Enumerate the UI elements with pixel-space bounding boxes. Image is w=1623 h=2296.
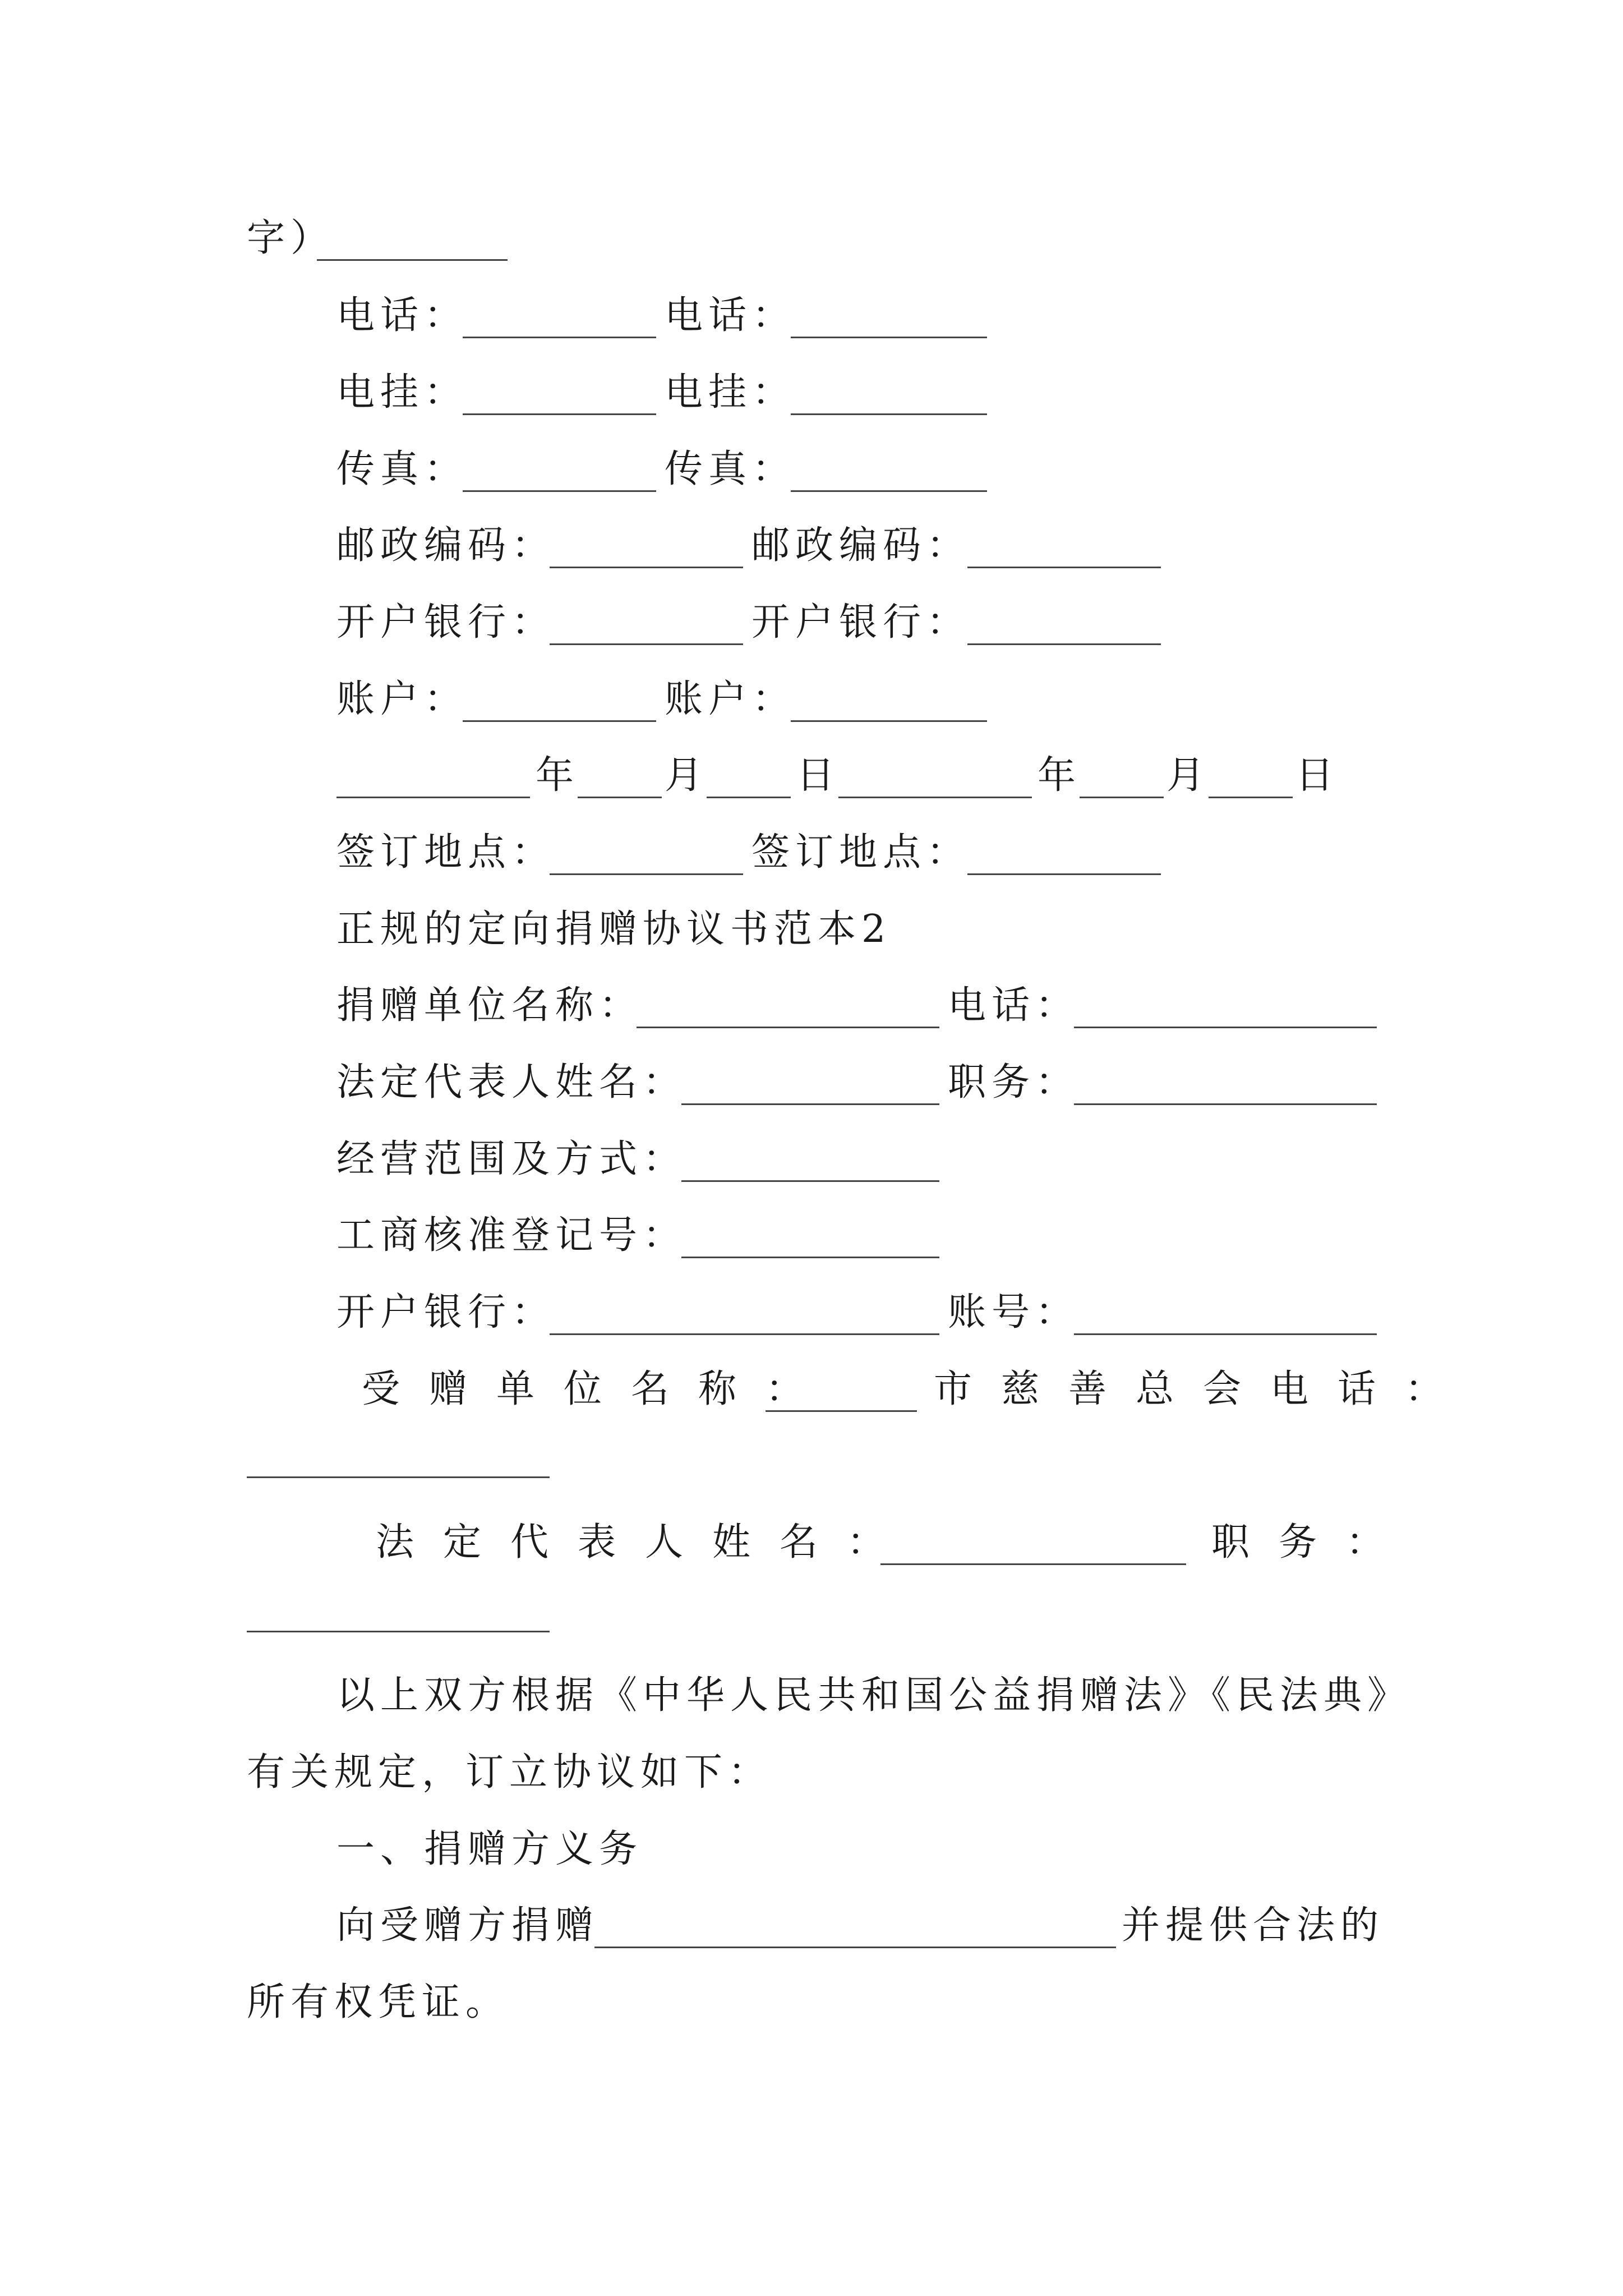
donation-item-blank[interactable] bbox=[594, 1895, 1116, 1948]
donee-name-blank[interactable] bbox=[766, 1359, 917, 1412]
postcode-label: 邮政编码： bbox=[336, 523, 556, 568]
month-blank-2[interactable] bbox=[1080, 745, 1164, 798]
donor-reg-label: 工商核准登记号： bbox=[336, 1213, 687, 1258]
donor-phone-label: 电话： bbox=[948, 983, 1080, 1028]
donor-rep-row bbox=[0, 1052, 1623, 1114]
donor-name-label: 捐赠单位名称： bbox=[336, 983, 643, 1028]
cable-blank[interactable] bbox=[463, 362, 656, 415]
account-blank-2[interactable] bbox=[791, 669, 987, 722]
bank-row bbox=[0, 592, 1623, 654]
year-blank[interactable] bbox=[336, 745, 530, 798]
year-label-2: 年 bbox=[1038, 753, 1082, 798]
donee-name-row bbox=[0, 1359, 1623, 1420]
section-heading: 正规的定向捐赠协议书范本2 bbox=[336, 907, 892, 951]
place-row bbox=[0, 822, 1623, 884]
month-blank[interactable] bbox=[578, 745, 662, 798]
donor-phone-blank[interactable] bbox=[1074, 975, 1377, 1028]
heading-row bbox=[0, 899, 1623, 960]
postcode-blank-2[interactable] bbox=[967, 515, 1161, 568]
donor-scope-row bbox=[0, 1129, 1623, 1190]
fax-label: 传真： bbox=[336, 447, 468, 491]
donor-reg-blank[interactable] bbox=[681, 1205, 939, 1258]
phone-blank[interactable] bbox=[463, 285, 656, 338]
account-label: 账户： bbox=[336, 677, 468, 721]
donor-name-blank[interactable] bbox=[637, 975, 939, 1028]
fax-row bbox=[0, 439, 1623, 500]
donee-title-label: 职务： bbox=[1211, 1520, 1414, 1565]
donor-name-row bbox=[0, 975, 1623, 1037]
paragraph-text: 以上双方根据《中华人民共和国公益捐赠法》《民法典》 bbox=[336, 1673, 1412, 1718]
month-label-2: 月 bbox=[1166, 753, 1211, 798]
place-label-2: 签订地点： bbox=[751, 830, 971, 875]
donee-title-blank-row bbox=[0, 1579, 1623, 1641]
cable-row bbox=[0, 362, 1623, 424]
section-title: 一、捐赠方义务 bbox=[336, 1827, 643, 1871]
date-row bbox=[0, 745, 1623, 807]
place-blank[interactable] bbox=[550, 822, 743, 875]
place-blank-2[interactable] bbox=[967, 822, 1161, 875]
donor-bank-blank[interactable] bbox=[550, 1282, 939, 1335]
fax-blank-2[interactable] bbox=[791, 439, 987, 492]
body-p2c bbox=[0, 1972, 1623, 2033]
phone-label: 电话： bbox=[336, 293, 468, 338]
donee-org-phone: 市慈善总会电话： bbox=[934, 1367, 1473, 1411]
donee-rep-label: 法定代表人姓名： bbox=[376, 1520, 915, 1565]
bank-blank[interactable] bbox=[550, 592, 743, 645]
donor-bank-row bbox=[0, 1282, 1623, 1343]
month-label: 月 bbox=[665, 753, 709, 798]
year-label: 年 bbox=[536, 753, 580, 798]
body-s1 bbox=[0, 1819, 1623, 1880]
donor-title-blank[interactable] bbox=[1074, 1052, 1377, 1105]
text-zi: 字） bbox=[247, 216, 335, 260]
donor-rep-label: 法定代表人姓名： bbox=[336, 1060, 687, 1105]
account-label-2: 账户： bbox=[665, 677, 796, 721]
year-blank-2[interactable] bbox=[838, 745, 1032, 798]
bank-label-2: 开户银行： bbox=[751, 600, 971, 645]
cable-label-2: 电挂： bbox=[665, 370, 796, 415]
donor-acct-label: 账号： bbox=[948, 1290, 1080, 1335]
day-blank-2[interactable] bbox=[1209, 745, 1293, 798]
paragraph-text: 向受赠方捐赠 bbox=[336, 1903, 600, 1948]
donee-title-blank[interactable] bbox=[247, 1579, 550, 1632]
donee-name-label: 受赠单位名称： bbox=[362, 1367, 833, 1411]
body-p1a bbox=[0, 1665, 1623, 1727]
cable-label: 电挂： bbox=[336, 370, 468, 415]
paragraph-text: 并提供合法的 bbox=[1122, 1903, 1385, 1948]
body-p2a bbox=[0, 1895, 1623, 1957]
postcode-label-2: 邮政编码： bbox=[751, 523, 971, 568]
donor-title-label: 职务： bbox=[948, 1060, 1080, 1105]
phone-blank-2[interactable] bbox=[791, 285, 987, 338]
paragraph-text: 有关规定，订立协议如下： bbox=[247, 1750, 772, 1795]
donor-scope-blank[interactable] bbox=[681, 1129, 939, 1182]
phone-label-2: 电话： bbox=[665, 293, 796, 338]
phone-row bbox=[0, 285, 1623, 347]
postcode-blank[interactable] bbox=[550, 515, 743, 568]
donee-phone-blank-row bbox=[0, 1425, 1623, 1487]
donee-rep-blank[interactable] bbox=[880, 1512, 1186, 1565]
bank-blank-2[interactable] bbox=[967, 592, 1161, 645]
day-blank[interactable] bbox=[707, 745, 791, 798]
donor-acct-blank[interactable] bbox=[1074, 1282, 1377, 1335]
cable-blank-2[interactable] bbox=[791, 362, 987, 415]
place-label: 签订地点： bbox=[336, 830, 556, 875]
bank-label: 开户银行： bbox=[336, 600, 556, 645]
blank-field[interactable] bbox=[317, 208, 508, 261]
donor-scope-label: 经营范围及方式： bbox=[336, 1137, 687, 1181]
day-label: 日 bbox=[796, 753, 841, 798]
account-blank[interactable] bbox=[463, 669, 656, 722]
fax-label-2: 传真： bbox=[665, 447, 796, 491]
account-row bbox=[0, 669, 1623, 730]
donee-phone-blank[interactable] bbox=[247, 1425, 550, 1478]
donor-bank-label: 开户银行： bbox=[336, 1290, 556, 1335]
donee-rep-row bbox=[0, 1512, 1623, 1573]
paragraph-text: 所有权凭证。 bbox=[247, 1980, 510, 2024]
day-label-2: 日 bbox=[1295, 753, 1340, 798]
donor-rep-blank[interactable] bbox=[681, 1052, 939, 1105]
postcode-row bbox=[0, 515, 1623, 577]
line-continuation bbox=[0, 208, 1623, 269]
body-p1b bbox=[0, 1742, 1623, 1803]
fax-blank[interactable] bbox=[463, 439, 656, 492]
donor-reg-row bbox=[0, 1205, 1623, 1267]
